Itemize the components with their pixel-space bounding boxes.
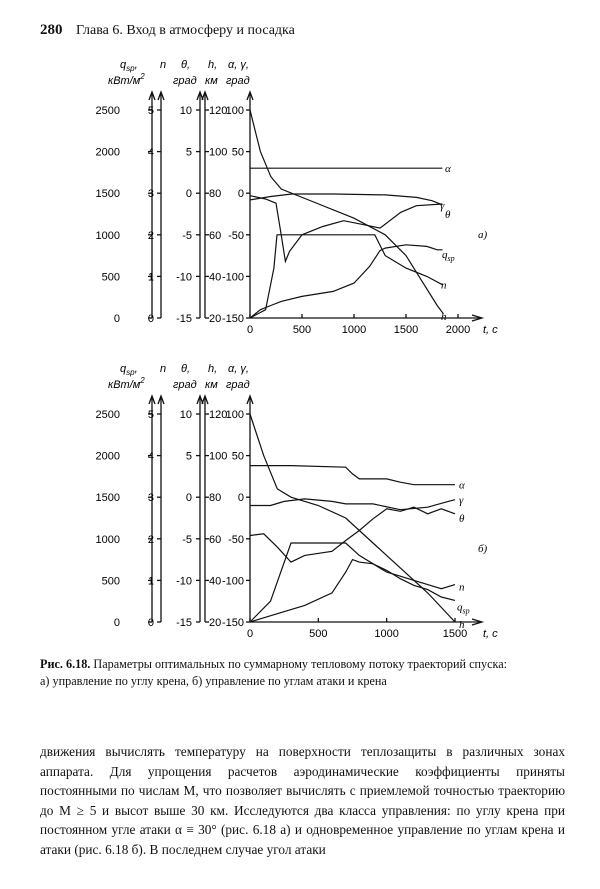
angle-axis-unit: град	[226, 75, 250, 87]
n-tick-label: 2	[147, 533, 154, 546]
n-tick-label: 0	[147, 617, 154, 629]
series-q_sp-label: $q_{sp}$	[457, 601, 470, 616]
h-axis-unit: км	[205, 75, 218, 87]
series-θ-label: θ	[459, 512, 465, 525]
x-tick-label: 1000	[374, 628, 399, 640]
theta-tick-label: -5	[182, 533, 192, 546]
caption-label: Рис. 6.18.	[40, 657, 91, 671]
theta-tick-label: 5	[185, 450, 192, 463]
n-tick-label: 5	[147, 105, 154, 117]
h-tick-label: 120	[209, 105, 228, 117]
caption-text: Параметры оптимальных по суммарному тепловому потоку траекторий спуска:	[90, 657, 508, 671]
alpha_gamma-tick-label: 0	[237, 188, 244, 201]
q-axis-title: $q_{sp}$,	[120, 363, 138, 377]
n-tick-label: 1	[147, 575, 154, 588]
series-α-line	[250, 466, 455, 485]
page-number: 280	[40, 22, 63, 38]
page-header	[40, 22, 295, 39]
alpha_gamma-tick-label: 100	[225, 409, 244, 421]
series-γ-label: γ	[440, 199, 445, 212]
x-tick-label: 1000	[341, 324, 367, 336]
theta-tick-label: 0	[185, 188, 192, 201]
n-tick-label: 3	[147, 188, 154, 201]
figure-b-chart	[0, 352, 600, 652]
panel-label: а)	[478, 229, 488, 241]
h-tick-label: 60	[209, 229, 222, 242]
q_sp-tick-label: 500	[101, 575, 120, 588]
n-tick-label: 3	[147, 492, 154, 505]
q-axis-unit: кВт/$м^2$	[108, 376, 145, 391]
theta-axis-title: θ,	[181, 59, 191, 71]
series-q_sp-line	[250, 560, 455, 622]
theta-axis-unit: град	[173, 379, 197, 391]
body-paragraph	[40, 742, 565, 860]
q_sp-tick-label: 0	[113, 617, 120, 629]
x-axis-title: t, с	[483, 324, 498, 336]
q_sp-tick-label: 1500	[95, 188, 120, 201]
x-tick-label: 0	[246, 324, 254, 336]
n-tick-label: 1	[147, 271, 154, 284]
q_sp-tick-label: 2000	[95, 450, 120, 463]
angle-axis-unit: град	[226, 379, 250, 391]
body-text: движения вычислять температуру на поверхности теплозащиты в различных зонах аппарата. Для упрощения расчетов аэродинамические коэффициенты приняты постоянными по числам M, что позволяет вычислять с приемлемой точностью траекторию до M ≥ 5 и высот выше 30 км. Исследуются два класса управления: по углу крена при постоянном угле атаки α ≡ 30° (рис. 6.18 а) и одновременное управление по углам крена и атаки (рис. 6.18 б). В последнем случае угол атаки	[40, 744, 565, 857]
n-tick-label: 4	[147, 146, 154, 159]
q_sp-tick-label: 500	[101, 271, 120, 284]
angle-axis-title: α, γ,	[228, 363, 249, 375]
series-h-line	[250, 414, 455, 622]
n-tick-label: 4	[147, 450, 154, 463]
series-γ-line	[250, 194, 442, 205]
series-γ-label: γ	[459, 494, 464, 507]
q_sp-tick-label: 2500	[95, 105, 120, 117]
theta-tick-label: -5	[182, 229, 192, 242]
alpha_gamma-tick-label: 0	[237, 492, 244, 505]
series-n-line	[250, 543, 455, 622]
n-tick-label: 2	[147, 229, 154, 242]
h-tick-label: 40	[209, 575, 222, 588]
x-tick-label: 500	[292, 324, 312, 336]
h-tick-label: 60	[209, 533, 222, 546]
series-q_sp-line	[250, 245, 442, 318]
series-θ-line	[250, 196, 442, 262]
alpha_gamma-tick-label: -100	[221, 575, 244, 588]
q_sp-tick-label: 0	[113, 313, 120, 325]
q_sp-tick-label: 1500	[95, 492, 120, 505]
q-axis-unit: кВт/$м^2$	[108, 72, 145, 87]
x-tick-label: 0	[246, 628, 254, 640]
q_sp-tick-label: 2500	[95, 409, 120, 421]
alpha_gamma-tick-label: 50	[231, 450, 244, 463]
theta-tick-label: 5	[185, 146, 192, 159]
h-tick-label: 120	[209, 409, 228, 421]
h-tick-label: 80	[209, 492, 222, 505]
alpha_gamma-tick-label: 100	[225, 105, 244, 117]
alpha_gamma-tick-label: -100	[221, 271, 244, 284]
h-tick-label: 80	[209, 188, 222, 201]
x-tick-label: 2000	[445, 324, 471, 336]
series-h-label: h	[459, 619, 465, 631]
n-axis-title: n	[160, 363, 167, 375]
series-n-label: n	[441, 279, 447, 292]
alpha_gamma-tick-label: -150	[221, 617, 244, 629]
series-h-label: h	[441, 310, 447, 323]
h-tick-label: 20	[209, 313, 222, 325]
angle-axis-title: α, γ,	[228, 59, 249, 71]
theta-axis-title: θ,	[181, 363, 191, 375]
theta-tick-label: 10	[179, 105, 192, 117]
caption-line2: а) управление по углу крена, б) управление по углам атаки и крена	[40, 674, 387, 688]
h-axis-title: h,	[208, 363, 218, 375]
series-α-label: α	[445, 163, 451, 176]
theta-tick-label: 10	[179, 409, 192, 421]
theta-tick-label: -10	[176, 271, 192, 284]
series-q_sp-label: $q_{sp}$	[442, 248, 455, 263]
h-tick-label: 100	[209, 146, 228, 159]
series-α-label: α	[459, 479, 465, 492]
theta-tick-label: 0	[185, 492, 192, 505]
h-axis-unit: км	[205, 379, 218, 391]
alpha_gamma-tick-label: -150	[221, 313, 244, 325]
theta-axis-unit: град	[173, 75, 197, 87]
theta-tick-label: -15	[176, 313, 192, 325]
figure-caption	[40, 656, 565, 690]
series-h-line	[250, 110, 443, 314]
figure-a-chart	[0, 48, 600, 348]
alpha_gamma-tick-label: -50	[228, 229, 244, 242]
series-γ-line	[250, 499, 455, 510]
x-tick-label: 500	[309, 628, 328, 640]
series-θ-line	[250, 507, 455, 562]
q_sp-tick-label: 2000	[95, 146, 120, 159]
h-axis-title: h,	[208, 59, 218, 71]
q-axis-title: $q_{sp}$,	[120, 59, 138, 73]
theta-tick-label: -10	[176, 575, 192, 588]
h-tick-label: 40	[209, 271, 222, 284]
q_sp-tick-label: 1000	[95, 229, 120, 242]
panel-label: б)	[478, 543, 488, 555]
h-tick-label: 20	[209, 617, 222, 629]
chapter-title: Глава 6. Вход в атмосферу и посадка	[76, 23, 295, 38]
theta-tick-label: -15	[176, 617, 192, 629]
alpha_gamma-tick-label: 50	[231, 146, 244, 159]
n-tick-label: 0	[147, 313, 154, 325]
series-n-line	[250, 235, 442, 318]
series-θ-label: θ	[445, 209, 451, 222]
alpha_gamma-tick-label: -50	[228, 533, 244, 546]
n-axis-title: n	[160, 59, 167, 71]
x-tick-label: 1500	[393, 324, 419, 336]
x-tick-label: 1500	[442, 628, 468, 640]
q_sp-tick-label: 1000	[95, 533, 120, 546]
x-axis-title: t, с	[483, 628, 498, 640]
series-n-label: n	[459, 581, 465, 594]
n-tick-label: 5	[147, 409, 154, 421]
h-tick-label: 100	[209, 450, 228, 463]
